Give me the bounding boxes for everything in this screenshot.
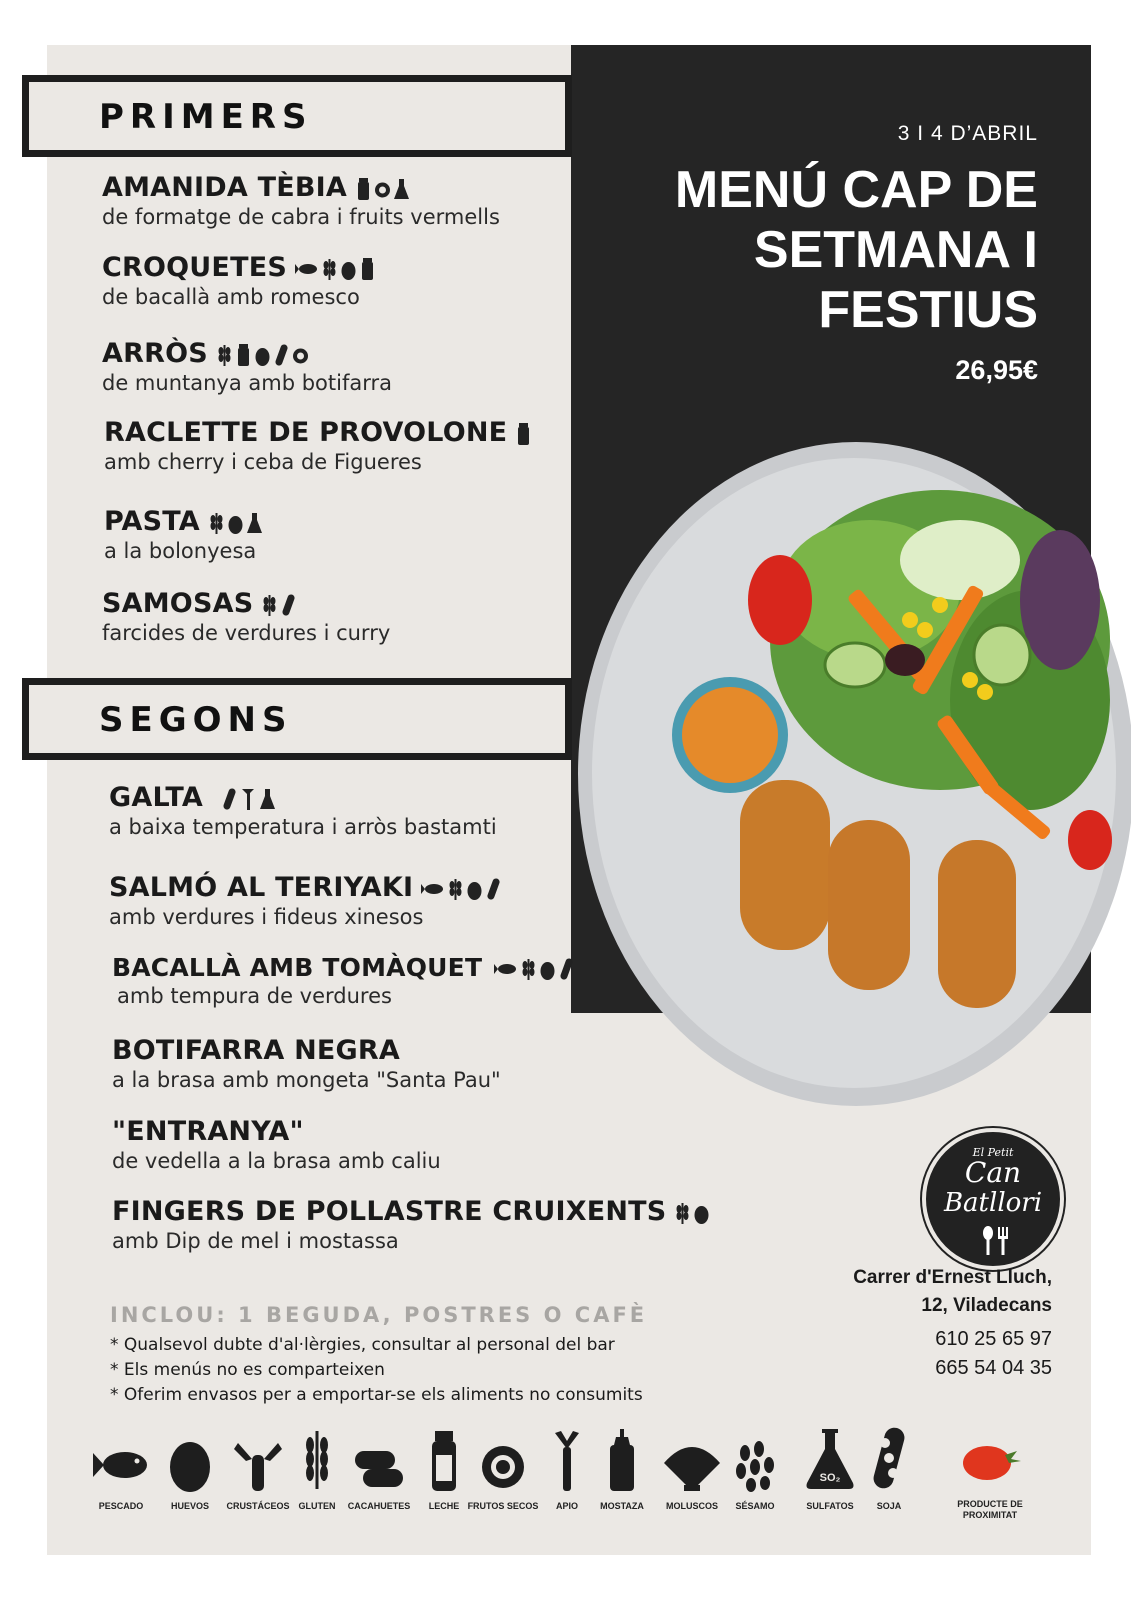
leche-icon bbox=[235, 343, 252, 367]
allergen-icons bbox=[494, 957, 575, 981]
menu-item bbox=[102, 338, 572, 395]
menu-item bbox=[104, 417, 574, 474]
sulfatos-icon bbox=[259, 787, 276, 811]
includes-note: INCLOU: 1 BEGUDA, POSTRES O CAFÈ bbox=[110, 1303, 648, 1327]
menu-date: 3 I 4 D’ABRIL bbox=[897, 122, 1038, 145]
dish-description: de formatge de cabra i fruits vermells bbox=[102, 205, 500, 229]
dish-description: de vedella a la brasa amb caliu bbox=[112, 1149, 441, 1173]
food-illustration bbox=[640, 470, 1120, 1030]
pescado-icon bbox=[494, 957, 518, 981]
menu-title-line: MENÚ CAP DE bbox=[674, 161, 1038, 219]
menu-item bbox=[102, 252, 572, 309]
gluten-icon bbox=[321, 257, 338, 281]
pescado-icon bbox=[421, 877, 445, 901]
apio-icon bbox=[537, 1429, 597, 1493]
soja-icon bbox=[280, 593, 297, 617]
dish-description: amb tempura de verdures bbox=[117, 984, 392, 1008]
menu-title bbox=[618, 160, 1038, 340]
menu-item bbox=[112, 1116, 582, 1173]
menu-item bbox=[109, 782, 579, 839]
dish-description: a la bolonyesa bbox=[104, 539, 257, 563]
huevos-icon bbox=[466, 877, 483, 901]
allergen-icons bbox=[421, 877, 502, 901]
dish-description: farcides de verdures i curry bbox=[102, 621, 391, 645]
frutos-secos-icon bbox=[374, 177, 391, 201]
sulfatos-icon bbox=[393, 177, 410, 201]
dish-name: SAMOSAS bbox=[102, 588, 254, 619]
dish-description: amb Dip de mel i mostassa bbox=[112, 1229, 399, 1253]
section-header-primers bbox=[22, 75, 572, 157]
dish-description: amb cherry i ceba de Figueres bbox=[104, 450, 422, 474]
gluten-icon bbox=[447, 877, 464, 901]
phone-number: 665 54 04 35 bbox=[935, 1357, 1052, 1379]
gluten-icon bbox=[287, 1427, 347, 1491]
frutos-secos-icon bbox=[292, 343, 309, 367]
allergen-icons bbox=[208, 511, 263, 535]
dish-name: FINGERS DE POLLASTRE CRUIXENTS bbox=[112, 1196, 667, 1227]
sulfatos-icon bbox=[800, 1427, 860, 1491]
allergen-icons bbox=[216, 343, 309, 367]
soja-icon bbox=[859, 1425, 919, 1491]
gluten-icon bbox=[674, 1201, 691, 1225]
dish-name: BACALLÀ AMB TOMÀQUET bbox=[112, 953, 483, 982]
dish-name: RACLETTE DE PROVOLONE bbox=[104, 417, 508, 448]
logo-text: Batllori bbox=[943, 1188, 1043, 1218]
menu-item bbox=[112, 1035, 582, 1092]
menu-item bbox=[102, 172, 572, 229]
dish-name: BOTIFARRA NEGRA bbox=[112, 1035, 401, 1066]
huevos-icon bbox=[254, 343, 271, 367]
dish-name: SALMÓ AL TERIYAKI bbox=[109, 872, 414, 903]
allergen-icons bbox=[295, 257, 376, 281]
phone-number: 610 25 65 97 bbox=[935, 1328, 1052, 1350]
logo-text: El Petit bbox=[972, 1146, 1014, 1159]
dish-description: amb verdures i fideus xinesos bbox=[109, 905, 424, 929]
address-line: 12, Viladecans bbox=[921, 1295, 1052, 1316]
address-line: Carrer d'Ernest Lluch, bbox=[853, 1267, 1052, 1288]
cacahuetes-icon bbox=[349, 1435, 409, 1495]
gluten-icon bbox=[208, 511, 225, 535]
pescado-icon bbox=[295, 257, 319, 281]
dish-name: "ENTRANYA" bbox=[112, 1116, 304, 1147]
huevos-icon bbox=[160, 1435, 220, 1495]
menu-item bbox=[112, 1196, 667, 1253]
dish-description: a baixa temperatura i arròs bastamti bbox=[109, 815, 497, 839]
menu-item bbox=[109, 872, 579, 929]
dish-name: ARRÒS bbox=[102, 338, 208, 369]
soja-icon bbox=[273, 343, 290, 367]
menu-item bbox=[102, 588, 572, 645]
dish-description: de muntanya amb botifarra bbox=[102, 371, 392, 395]
restaurant-logo bbox=[922, 1128, 1064, 1270]
sesamo-icon bbox=[725, 1435, 785, 1495]
huevos-icon bbox=[693, 1201, 710, 1225]
dish-description: a la brasa amb mongeta "Santa Pau" bbox=[112, 1068, 501, 1092]
svg-text:SO₂: SO₂ bbox=[819, 1472, 841, 1484]
huevos-icon bbox=[227, 511, 244, 535]
crustaceos-icon bbox=[228, 1435, 288, 1495]
moluscos-icon bbox=[662, 1435, 722, 1495]
cutlery-icon bbox=[978, 1226, 1012, 1256]
allergen-icons bbox=[355, 177, 410, 201]
dish-name: AMANIDA TÈBIA bbox=[102, 172, 347, 203]
pescado-icon bbox=[91, 1435, 151, 1495]
apio-icon bbox=[240, 787, 257, 811]
allergen-icons bbox=[221, 787, 276, 811]
leche-icon bbox=[355, 177, 372, 201]
allergen-icons bbox=[261, 593, 297, 617]
leche-icon bbox=[515, 422, 532, 446]
leche-icon bbox=[414, 1429, 474, 1493]
note-line: * Els menús no es comparteixen bbox=[110, 1360, 385, 1380]
gluten-icon bbox=[261, 593, 278, 617]
soja-icon bbox=[221, 787, 238, 811]
soja-icon bbox=[485, 877, 502, 901]
dish-description: de bacallà amb romesco bbox=[102, 285, 360, 309]
menu-title-line: FESTIUS bbox=[818, 281, 1038, 339]
logo-text: Can bbox=[964, 1156, 1022, 1189]
allergen-icons bbox=[674, 1201, 710, 1225]
dish-name: GALTA bbox=[109, 782, 204, 813]
frutos-secos-icon bbox=[473, 1435, 533, 1495]
menu-item bbox=[112, 953, 582, 1008]
menu-price: 26,95€ bbox=[955, 355, 1038, 385]
section-title: PRIMERS bbox=[99, 97, 313, 137]
section-header-segons bbox=[22, 678, 572, 760]
gluten-icon bbox=[216, 343, 233, 367]
leche-icon bbox=[359, 257, 376, 281]
sulfatos-icon bbox=[246, 511, 263, 535]
dish-name: CROQUETES bbox=[102, 252, 287, 283]
mostaza-icon bbox=[592, 1429, 652, 1493]
menu-title-line: SETMANA I bbox=[753, 221, 1038, 279]
soja-icon bbox=[558, 957, 575, 981]
gluten-icon bbox=[520, 957, 537, 981]
dish-name: PASTA bbox=[104, 506, 200, 537]
tomato-icon bbox=[955, 1437, 1025, 1487]
note-line: * Oferim envasos per a emportar-se els aliments no consumits bbox=[110, 1385, 643, 1405]
huevos-icon bbox=[340, 257, 357, 281]
note-line: * Qualsevol dubte d'al·lèrgies, consultar al personal del bar bbox=[110, 1335, 615, 1355]
section-title: SEGONS bbox=[99, 700, 293, 740]
menu-item bbox=[104, 506, 574, 563]
allergen-icons bbox=[515, 422, 532, 446]
huevos-icon bbox=[539, 957, 556, 981]
